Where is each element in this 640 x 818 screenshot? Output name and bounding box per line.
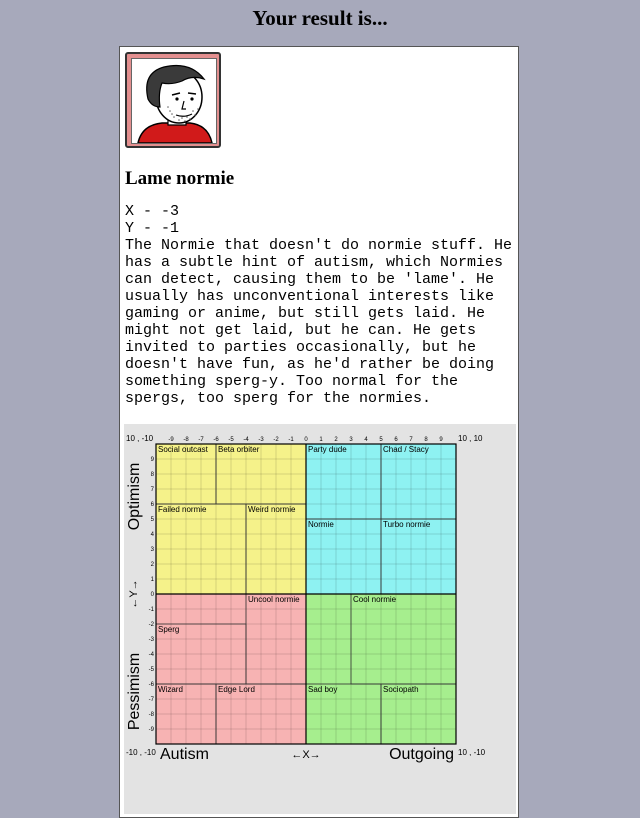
region-label: Party dude [308,445,347,454]
x-tick-label: -1 [288,437,294,443]
region-label: Uncool normie [248,595,300,604]
result-name: Lame normie [125,168,235,189]
region-label: Weird normie [248,505,296,514]
x-tick-label: -8 [183,437,189,443]
corner-label-bottom-left: -10 , -10 [126,748,156,757]
y-axis-center-label: ←Y→ [128,579,140,609]
corner-label-bottom-right: 10 , -10 [458,748,486,757]
x-tick-label: 4 [364,437,368,443]
x-tick-label: 5 [379,437,383,443]
x-axis-left-label: Autism [160,746,209,763]
x-tick-label: 3 [349,437,353,443]
x-tick-label: -6 [213,437,219,443]
region-label: Sperg [158,625,180,634]
corner-label-top-left: 10 , -10 [126,434,154,443]
page-title: Your result is... [252,6,388,30]
region-label: Beta orbiter [218,445,260,454]
result-description: The Normie that doesn't do normie stuff. He has a subtle hint of autism, which Normies can detect, causing them to be 'lame'. He usually has unconventional interests like gaming or anime, but still gets laid. He might not get laid, but he can. He gets invited to parties occasionally, but he doesn't have fun, as he'd rather be doing something sperg-y. Too normal for the spergs, too sperg for the normies. [125,237,513,407]
x-tick-label: 1 [319,437,323,443]
region-label: Sociopath [383,685,419,694]
x-tick-label: 2 [334,437,338,443]
x-tick-label: -4 [243,437,249,443]
y-tick-label: -2 [148,622,154,628]
x-tick-label: -2 [273,437,279,443]
y-axis-top-label: Optimism [126,462,143,531]
x-axis-right-label: Outgoing [389,746,454,763]
region-label: Chad / Stacy [383,445,429,454]
y-tick-label: 2 [150,562,154,568]
region-label: Wizard [158,685,183,694]
x-score: X - -3 [125,203,180,220]
y-tick-label: -5 [148,667,154,673]
y-tick-label: 8 [150,472,154,478]
x-axis-center-label: ←X→ [291,749,321,761]
region-label: Social outcast [158,445,208,454]
y-tick-label: 6 [150,502,154,508]
y-tick-label: -3 [148,637,154,643]
y-tick-label: -7 [148,697,154,703]
y-tick-label: 7 [150,487,154,493]
y-tick-label: -8 [148,712,154,718]
y-score: Y - -1 [125,220,180,237]
y-tick-label: 1 [150,577,154,583]
y-axis-bottom-label: Pessimism [126,652,143,731]
x-tick-label: -7 [198,437,204,443]
y-tick-label: -4 [148,652,154,658]
region-label: Cool normie [353,595,397,604]
y-tick-label: -6 [148,682,154,688]
avatar-portrait [131,58,217,144]
x-tick-label: 6 [394,437,398,443]
political-compass-chart [124,424,516,814]
x-tick-label: 0 [304,437,308,443]
x-tick-label: 8 [424,437,428,443]
y-tick-label: 3 [150,547,154,553]
result-card [119,46,519,818]
corner-label-top-right: 10 , 10 [458,434,483,443]
x-tick-label: 7 [409,437,413,443]
y-tick-label: 0 [150,592,154,598]
region-label: Sad boy [308,685,338,694]
region-label: Turbo normie [383,520,431,529]
region-label: Edge Lord [218,685,255,694]
normie-face-icon [132,59,216,143]
avatar [125,52,221,148]
y-tick-label: 5 [150,517,154,523]
region-label: Normie [308,520,334,529]
y-tick-label: -1 [148,607,154,613]
y-tick-label: -9 [148,727,154,733]
compass-svg [124,424,516,814]
y-tick-label: 4 [150,532,154,538]
region-label: Failed normie [158,505,207,514]
y-tick-label: 9 [150,457,154,463]
x-tick-label: -5 [228,437,234,443]
x-tick-label: -9 [168,437,174,443]
x-tick-label: 9 [439,437,443,443]
x-tick-label: -3 [258,437,264,443]
